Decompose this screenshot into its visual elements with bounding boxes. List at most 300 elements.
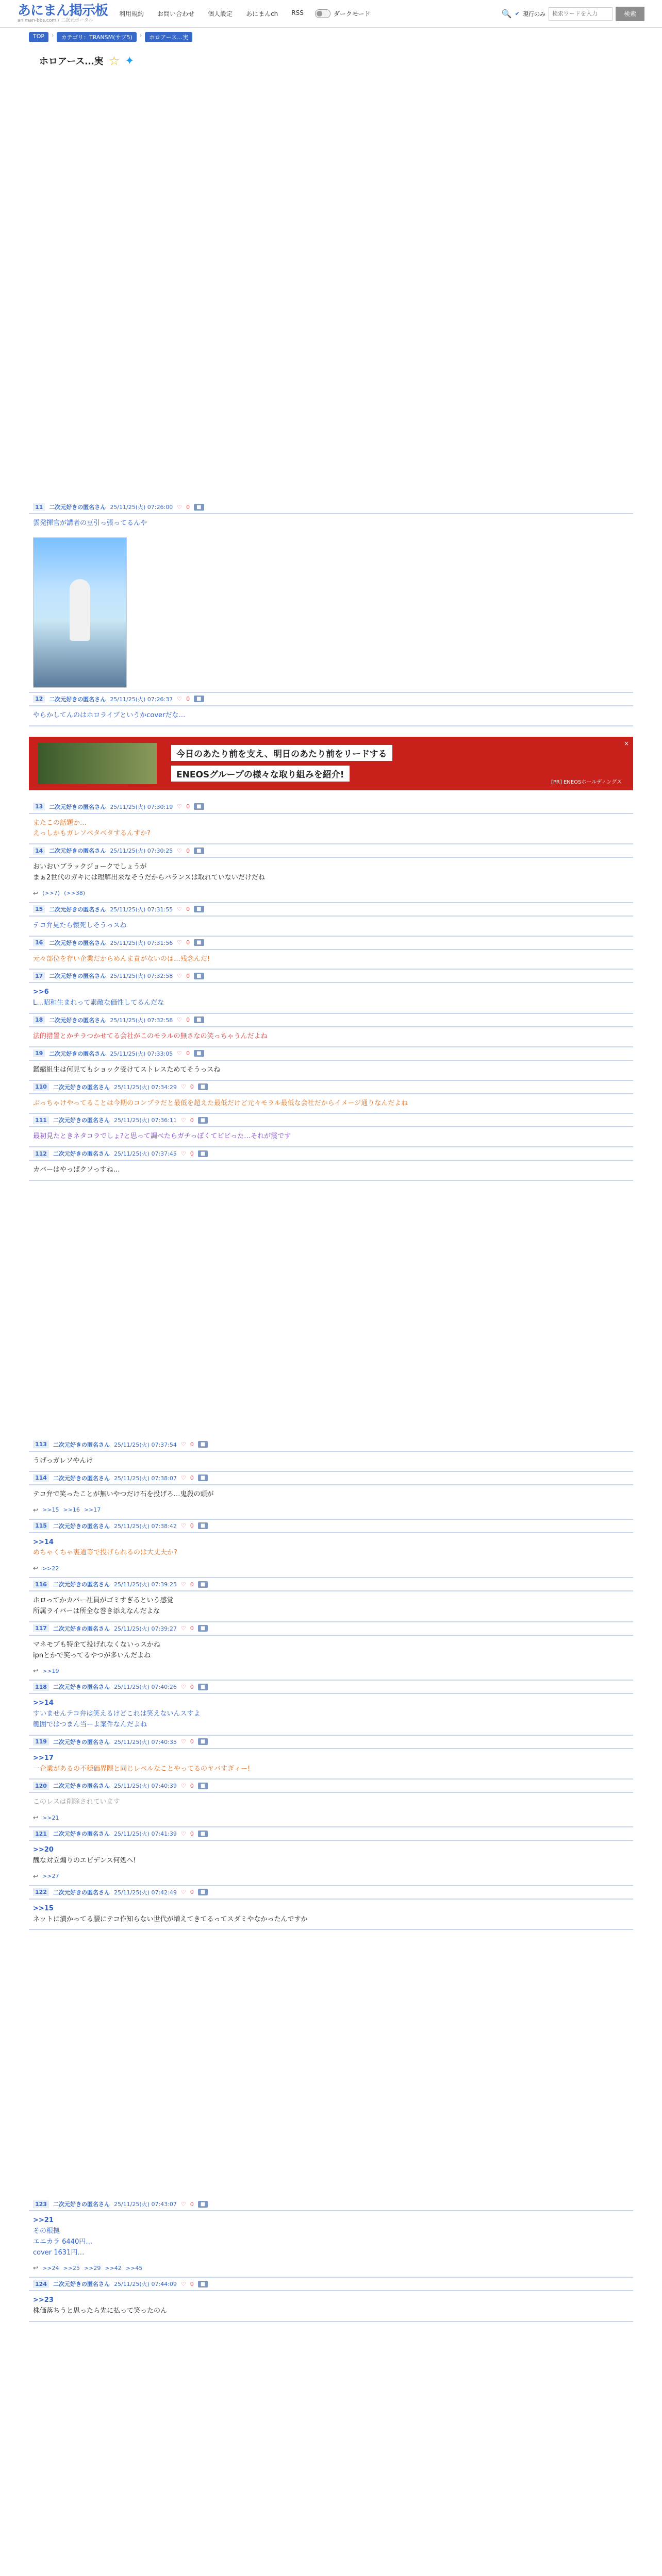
like-icon[interactable]: ♡ [180,2280,186,2287]
reply-links [29,1871,633,1885]
post-author: 二次元好きの匿名さん [53,1441,110,1448]
post-meta [29,501,633,514]
like-count: 0 [190,2200,194,2208]
breadcrumb-sep: › [52,32,54,39]
nav-terms[interactable]: 利用規約 [119,10,144,18]
post-meta [29,1047,633,1061]
post-text-line: やらかしてんのはホロライブというかcoverだな… [33,711,186,719]
post [29,1827,633,1886]
thread-header [39,54,633,68]
post-number[interactable]: 115 [33,1522,49,1530]
post-meta [29,1520,633,1533]
post [29,1047,633,1081]
post-body [29,1591,633,1621]
logo-text: あにまん掲示板 [18,3,108,19]
content-gap [29,1181,633,1438]
reply-link[interactable]: >>17 [84,1506,101,1514]
anchor-link[interactable]: >>14 [33,1538,54,1546]
post-author: 二次元好きの匿名さん [49,848,106,855]
breadcrumb-category[interactable]: カテゴリ：TRANSM(サブ5) [57,32,136,42]
reply-link[interactable]: >>29 [84,2264,101,2272]
breadcrumb [0,28,662,46]
dark-mode-toggle[interactable] [315,9,371,18]
post-text-line: ipnとかで笑ってるやつが多いんだよね [33,1651,151,1659]
post-number[interactable]: 116 [33,1581,49,1588]
post-number[interactable]: 17 [33,972,45,980]
post-body [29,1636,633,1666]
post-author: 二次元好きの匿名さん [53,1475,110,1482]
post-number[interactable]: 12 [33,695,45,703]
report-button[interactable]: ■ [194,973,204,979]
post-text-line: ぶっちゃけやってることは今期のコンプラだと最低を超えた最低だけど元々モラル最低な会社だからイメージ通りなんだよね [33,1099,408,1107]
post-meta [29,2198,633,2211]
post-author: 二次元好きの匿名さん [49,504,106,511]
report-button[interactable]: ■ [198,1522,208,1529]
like-count: 0 [190,1522,194,1530]
breadcrumb-thread[interactable]: ホロアース…実 [145,32,192,42]
reply-link[interactable]: >>16 [63,1506,80,1514]
reply-icon: ↩ [33,889,39,897]
post [29,1114,633,1147]
post-text-line: おいおいブラックジョークでしょうが [33,863,147,871]
like-icon[interactable]: ♡ [180,1889,186,1896]
post-date: 25/11/25(火) 07:37:54 [113,1441,177,1448]
nav-rss[interactable]: RSS [291,9,304,16]
post-date: 25/11/25(火) 07:31:56 [110,939,173,946]
thread-title: ホロアース…実 [39,56,104,67]
post-number[interactable]: 114 [33,1474,49,1482]
post-author: 二次元好きの匿名さん [53,1783,110,1790]
like-count: 0 [190,1830,194,1837]
anchor-link[interactable]: >>23 [33,2296,54,2304]
reply-icon: ↩ [33,1667,39,1675]
post [29,970,633,1014]
post [29,1736,633,1780]
post-author: 二次元好きの匿名さん [53,1150,110,1158]
breadcrumb-top[interactable]: TOP [29,32,48,42]
reply-icon: ↩ [33,1872,39,1880]
logo-subtext: animan-bbs.com / 二次元ポータル [18,18,93,23]
like-icon[interactable]: ♡ [177,906,183,913]
post [29,1780,633,1827]
post-text-line: エニカラ 6440円… [33,2238,93,2246]
post [29,1681,633,1735]
post [29,844,633,903]
reply-link[interactable]: >>22 [42,1565,59,1572]
post-text-line: ネットに漬かってる腰にテコ作知らない世代が増えてきてるってスダミやなかったんですか [33,1915,308,1923]
anchor-link[interactable]: >>14 [33,1699,54,1707]
post [29,1578,633,1622]
like-icon[interactable]: ♡ [177,972,183,979]
post-body [29,1485,633,1504]
reply-link[interactable]: >>25 [63,2264,80,2272]
post-text-line: まぁ2世代のガキには理解出来なそうだからバランスは取れていないだけだね [33,873,265,882]
report-button[interactable]: ■ [198,1738,208,1745]
post-body [29,858,633,888]
like-count: 0 [186,847,190,854]
report-button[interactable]: ■ [194,1050,204,1057]
reply-link[interactable]: >>15 [42,1506,59,1514]
post-date: 25/11/25(火) 07:40:35 [113,1738,177,1745]
report-button[interactable]: ■ [194,803,204,810]
post [29,1014,633,1047]
report-button[interactable]: ■ [194,939,204,946]
post-text-line: 元々部位を存い企業だからめんま責がないのは…残念んだ! [33,955,210,963]
like-icon[interactable]: ♡ [180,1475,186,1482]
post-author: 二次元好きの匿名さん [53,1738,110,1745]
post-body [29,1841,633,1871]
reply-links [29,1563,633,1577]
post-number[interactable]: 123 [33,2200,49,2208]
report-button[interactable]: ■ [198,1475,208,1481]
like-count: 0 [190,2280,194,2287]
post-body [29,1533,633,1563]
twitter-share-icon[interactable]: ✦ [125,54,135,67]
like-count: 0 [190,1738,194,1745]
anchor-link[interactable]: >>15 [33,1904,54,1912]
post-author: 二次元好きの匿名さん [53,1831,110,1838]
post-text-line: L…昭和生まれって素敵な価性してるんだな [33,999,164,1007]
post-date: 25/11/25(火) 07:43:07 [113,2201,177,2208]
reply-link[interactable]: >>27 [42,1873,59,1880]
post-date: 25/11/25(火) 07:32:58 [110,1016,173,1024]
post-author: 二次元好きの匿名さん [49,906,106,913]
content-gap [29,73,633,501]
reply-link[interactable]: >>21 [42,1814,59,1821]
search-input[interactable] [549,7,613,21]
post-number[interactable]: 15 [33,905,45,913]
header-nav [119,9,304,18]
site-logo[interactable] [18,4,108,23]
post-date: 25/11/25(火) 07:40:26 [113,1684,177,1691]
ad-photo [38,743,157,784]
search-button[interactable]: 検索 [616,7,644,21]
post-date: 25/11/25(火) 07:44:09 [113,2281,177,2288]
post [29,501,633,693]
post-meta [29,1736,633,1749]
post-author: 二次元好きの匿名さん [53,1522,110,1530]
report-button[interactable]: ■ [198,1831,208,1837]
post-text-line: めちゃくちゃ裏道等で投げられるのは大丈夫か? [33,1549,177,1557]
post-number[interactable]: 111 [33,1116,49,1124]
post-number[interactable]: 118 [33,1683,49,1691]
reply-icon: ↩ [33,1565,39,1572]
post-number[interactable]: 121 [33,1830,49,1838]
post-number[interactable]: 11 [33,503,45,511]
post-author: 二次元好きの匿名さん [53,2281,110,2288]
like-icon[interactable]: ♡ [180,1683,186,1690]
post-body [29,1161,633,1180]
like-icon[interactable]: ♡ [177,1050,183,1057]
post-text-line: 鑑縮組生は何見てもショック受けてストレスためてそうっスね [33,1065,221,1074]
report-button[interactable]: ■ [198,1441,208,1448]
report-button[interactable]: ■ [194,1016,204,1023]
like-count: 0 [190,1150,194,1157]
like-icon[interactable]: ♡ [177,803,183,810]
post-meta [29,1578,633,1591]
like-icon[interactable]: ♡ [180,1083,186,1091]
reply-link[interactable]: >>45 [125,2264,143,2272]
ad-close-icon[interactable]: × [623,739,629,747]
search-scope-label: 現行のみ [523,10,545,18]
post-number[interactable]: 16 [33,939,45,946]
site-header [0,0,662,28]
nav-settings[interactable]: 個人設定 [208,10,233,18]
post [29,801,633,845]
post-meta [29,1438,633,1452]
like-count: 0 [186,972,190,979]
like-icon[interactable]: ♡ [180,1441,186,1448]
post-meta [29,1114,633,1127]
post-author: 二次元好きの匿名さん [53,1684,110,1691]
post-date: 25/11/25(火) 07:30:19 [110,803,173,810]
post-date: 25/11/25(火) 07:31:55 [110,906,173,913]
post-text-line: 雲発揮官が講者の豆引っ張ってるんや [33,519,147,527]
reply-icon: ↩ [33,1814,39,1822]
post-author: 二次元好きの匿名さん [53,1117,110,1124]
post-author: 二次元好きの匿名さん [49,803,106,810]
ad-subline: ENEOSグループの様々な取り組みを紹介! [171,766,350,782]
post [29,693,633,726]
like-count: 0 [186,939,190,946]
like-count: 0 [190,1889,194,1896]
post [29,2278,633,2322]
like-icon[interactable]: ♡ [177,1016,183,1024]
post [29,1886,633,1930]
post-text-line: 範囲ではつまん当ーよ案件なんだよね [33,1720,147,1728]
post-date: 25/11/25(火) 07:42:49 [113,1889,177,1896]
post-meta [29,801,633,814]
post-date: 25/11/25(火) 07:38:42 [113,1522,177,1530]
like-count: 0 [186,503,190,511]
post-body [29,1452,633,1471]
post-author: 二次元好きの匿名さん [49,696,106,703]
post-number[interactable]: 18 [33,1016,45,1024]
post-meta [29,1827,633,1841]
post-body [29,2291,633,2321]
like-icon[interactable]: ♡ [180,1150,186,1157]
advertisement-banner[interactable] [29,737,633,790]
anchor-link[interactable]: >>20 [33,1846,54,1854]
post-number[interactable]: 110 [33,1083,49,1091]
post-author: 二次元好きの匿名さん [53,1581,110,1588]
post-image[interactable] [33,537,127,688]
like-icon[interactable]: ♡ [180,1116,186,1124]
post-date: 25/11/25(火) 07:39:25 [113,1581,177,1588]
report-button[interactable]: ■ [198,2201,208,2208]
report-button[interactable]: ■ [198,1625,208,1632]
post-number[interactable]: 120 [33,1782,49,1790]
like-icon[interactable]: ♡ [180,1625,186,1632]
like-icon[interactable]: ♡ [177,847,183,854]
post-author: 二次元好きの匿名さん [49,973,106,980]
post-date: 25/11/25(火) 07:36:11 [113,1117,177,1124]
ad-headline: 今日のあたり前を支え、明日のあたり前をリードする [171,745,392,761]
post-date: 25/11/25(火) 07:32:58 [110,973,173,980]
post-number[interactable]: 117 [33,1624,49,1632]
post-text-line: 一企業があるの不穏価界隈と同じレベルなことやってるのヤバすぎィー! [33,1765,251,1773]
reply-icon: ↩ [33,2264,39,2272]
post-author: 二次元好きの匿名さん [49,1050,106,1057]
post-text-line: 醜な対立煽りのエビデンス何処へ! [33,1856,136,1865]
report-button[interactable]: ■ [198,1581,208,1588]
like-icon[interactable]: ♡ [177,696,183,703]
post-date: 25/11/25(火) 07:26:00 [110,504,173,511]
like-icon[interactable]: ♡ [180,1522,186,1530]
report-button[interactable]: ■ [198,1117,208,1124]
post-body [29,1094,633,1113]
like-icon[interactable]: ♡ [180,1782,186,1789]
post-author: 二次元好きの匿名さん [53,1083,110,1091]
reply-links [29,1812,633,1826]
report-button[interactable]: ■ [194,696,204,702]
search-scope-check[interactable]: ✔ [515,10,520,17]
report-button[interactable]: ■ [198,2281,208,2287]
like-count: 0 [190,1782,194,1789]
reply-links [29,888,633,902]
post-text-line: すいませんテコ弁は笑えるけどこれは笑えないんスすよ [33,1710,201,1718]
post-text-line: このレスは削除されています [33,1798,120,1806]
post-text-line: 法的措置とかチラつかせてる会社がこのモラルの無さなの笑っちゃうんだよね [33,1032,268,1040]
reply-icon: ↩ [33,1506,39,1514]
post [29,1438,633,1472]
post-body [29,514,633,533]
search-area [502,7,644,21]
post-text-line: うげっガレソやんけ [33,1456,93,1465]
reply-links [29,1665,633,1680]
post-body [29,1061,633,1080]
post-body [29,1127,633,1146]
search-icon: 🔍 [501,9,512,19]
post-body [29,1900,633,1929]
report-button[interactable]: ■ [198,1684,208,1690]
post-body [29,1749,633,1779]
post-author: 二次元好きの匿名さん [53,1889,110,1896]
post-number[interactable]: 124 [33,2280,49,2288]
like-count: 0 [186,803,190,810]
post-body [29,1027,633,1046]
post-text-line: 最初見たときネタコラでしょ?と思って調べたらガチっぽくてビビった…それが震です [33,1132,291,1141]
like-count: 0 [186,906,190,913]
report-button[interactable]: ■ [198,1083,208,1090]
like-count: 0 [186,1050,190,1057]
anchor-link[interactable]: >>21 [33,2216,54,2225]
post-meta [29,2278,633,2291]
post-number[interactable]: 14 [33,847,45,855]
like-count: 0 [190,1683,194,1690]
post-number[interactable]: 13 [33,803,45,810]
post-meta [29,1147,633,1161]
report-button[interactable]: ■ [194,906,204,912]
reply-link[interactable]: >>19 [42,1667,59,1674]
post-number[interactable]: 119 [33,1738,49,1745]
post-meta [29,903,633,917]
post-date: 25/11/25(火) 07:38:07 [113,1475,177,1482]
post-body [29,917,633,936]
post-body [29,1694,633,1734]
post [29,2198,633,2278]
post-text-line: えっしかもガレソベタベタするんすか? [33,829,151,838]
reply-link[interactable]: >>42 [105,2264,122,2272]
like-icon[interactable]: ♡ [177,503,183,511]
like-icon[interactable]: ♡ [180,1738,186,1745]
post-text-line: 株価落ちうと思ったら先に払って笑ったのん [33,2307,168,2315]
post-text-line: テコ弁見たら懐死しそうっスね [33,921,127,929]
post-text-line: マネモブも特企て投げれなくないっスかね [33,1640,161,1649]
post-number[interactable]: 112 [33,1150,49,1158]
like-icon[interactable]: ♡ [180,1581,186,1588]
report-button[interactable]: ■ [198,1783,208,1789]
image-figure [70,579,90,641]
post [29,1520,633,1579]
post-text-line: cover 1631円… [33,2248,85,2257]
post-number[interactable]: 122 [33,1888,49,1896]
post-author: 二次元好きの匿名さん [53,1625,110,1632]
nav-animanch[interactable]: あにまんch [246,10,278,18]
toggle-track[interactable] [315,9,330,18]
report-button[interactable]: ■ [194,848,204,854]
post-date: 25/11/25(火) 07:33:05 [110,1050,173,1057]
post-text-line: カバーはやっぱクソっすね… [33,1166,120,1174]
reply-link[interactable]: >>24 [42,2264,59,2272]
like-count: 0 [190,1441,194,1448]
post [29,903,633,937]
post-author: 二次元好きの匿名さん [49,939,106,946]
post-meta [29,1780,633,1793]
report-button[interactable]: ■ [194,504,204,511]
post [29,1147,633,1181]
post-author: 二次元好きの匿名さん [49,1016,106,1024]
like-icon[interactable]: ♡ [177,939,183,946]
post-text-line: 所属ライバーは所全な巻き添えなんだよな [33,1607,160,1615]
post-meta [29,1622,633,1636]
thread-main [29,49,633,2322]
dark-mode-label: ダークモード [333,10,371,18]
reply-link[interactable]: (>>7) [42,890,60,897]
post-date: 25/11/25(火) 07:40:39 [113,1783,177,1790]
anchor-link[interactable]: >>6 [33,988,49,996]
ad-caption: [PR] ENEOSホールディングス [551,779,622,785]
reply-link[interactable]: (>>38) [64,890,86,897]
report-button[interactable]: ■ [198,1150,208,1157]
post-meta [29,844,633,858]
post-number[interactable]: 19 [33,1049,45,1057]
post-body [29,1793,633,1812]
like-count: 0 [186,1016,190,1024]
post-meta [29,1681,633,1694]
post-meta [29,1014,633,1027]
post-meta [29,937,633,950]
favorite-star-icon[interactable]: ☆ [108,54,120,68]
report-button[interactable]: ■ [198,1889,208,1895]
like-icon[interactable]: ♡ [180,2200,186,2208]
nav-contact[interactable]: お問い合わせ [157,10,195,18]
post [29,1081,633,1114]
post-meta [29,970,633,983]
post [29,937,633,970]
anchor-link[interactable]: >>17 [33,1754,54,1762]
post [29,1472,633,1520]
like-count: 0 [190,1083,194,1091]
breadcrumb-sep: › [139,32,142,39]
like-icon[interactable]: ♡ [180,1830,186,1837]
post-number[interactable]: 113 [33,1440,49,1448]
post-meta [29,693,633,706]
post-date: 25/11/25(火) 07:26:37 [110,696,173,703]
like-count: 0 [190,1116,194,1124]
post-date: 25/11/25(火) 07:39:27 [113,1625,177,1632]
like-count: 0 [190,1475,194,1482]
